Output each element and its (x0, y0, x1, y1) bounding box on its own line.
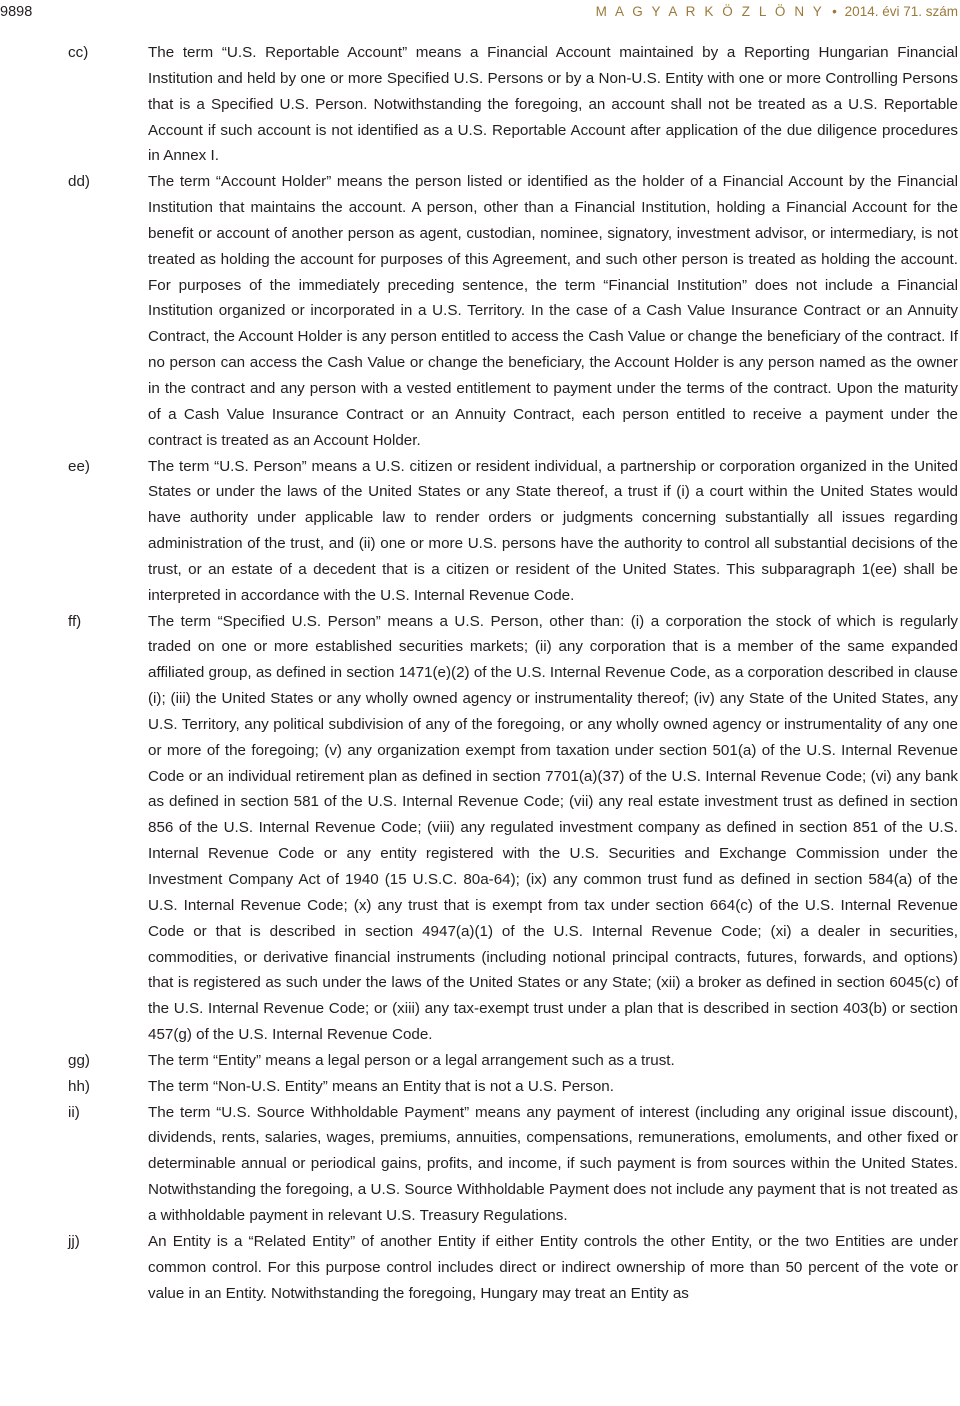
item-label: ff) (68, 612, 82, 630)
item-text: The term “U.S. Reportable Account” means a Financial Account maintained by a Reporting Hungarian Financial Institution and held by one or more Specified U.S. Persons or by a Non-U.S. Entity with one or more Controlling Persons that is a Specified U.S. Person. Notwithstanding the foregoing, an account shall not be treated as a U.S. Reportable Account if such account is not identified as a U.S. Reportable Account after application of the due diligence procedures in Annex I. (148, 44, 958, 165)
document-body (0, 40, 960, 1306)
item-text: The term “U.S. Source Withholdable Payment” means any payment of interest (including any original issue discount), dividends, rents, salaries, wages, premiums, annuities, compensations, remunerations, emoluments, and other fixed or determinable annual or periodical gains, profits, and income, if such payment is from sources within the United States. Notwithstanding the foregoing, a U.S. Source Withholdable Payment does not include any payment that is not treated as a withholdable payment in relevant U.S. Treasury Regulations. (148, 1103, 958, 1224)
separator-bullet: • (832, 4, 837, 19)
item-text: The term “U.S. Person” means a U.S. citizen or resident individual, a partnership or corporation organized in the United States or under the laws of the United States or any State thereof, a trust if (i) a court within the United States would have authority under applicable law to render orders or judgments concerning substantially all issues regarding administration of the trust, and (ii) one or more U.S. persons have the authority to control all substantial decisions of the trust, or an estate of a decedent that is a citizen or resident of the United States. This subparagraph 1(ee) shall be interpreted in accordance with the U.S. Internal Revenue Code. (148, 457, 958, 604)
definition-item (0, 1229, 960, 1307)
issue-number: 2014. évi 71. szám (844, 4, 958, 19)
definition-item (0, 1074, 960, 1100)
item-label: hh) (68, 1077, 90, 1095)
page-header (0, 0, 960, 30)
item-label: dd) (68, 173, 90, 191)
item-label: ee) (68, 457, 90, 475)
page-number: 9898 (0, 4, 33, 20)
publication-title: M A G Y A R K Ö Z L Ö N Y (595, 4, 825, 19)
running-head (596, 4, 958, 19)
item-label: ii) (68, 1103, 80, 1121)
definition-item (0, 40, 960, 169)
item-label: jj) (68, 1232, 80, 1250)
definition-item (0, 454, 960, 609)
definition-item (0, 609, 960, 1048)
item-label: cc) (68, 44, 89, 61)
item-text: The term “Entity” means a legal person or a legal arrangement such as a trust. (148, 1051, 675, 1069)
definition-item (0, 1100, 960, 1229)
item-text: The term “Specified U.S. Person” means a U.S. Person, other than: (i) a corporation the stock of which is regularly traded on one or more established securities markets; (ii) any corporation that is a member of the same expanded affiliated group, as defined in section 1471(e)(2) of the U.S. Internal Revenue Code, as a corporation described in clause (i); (iii) the United States or any wholly owned agency or instrumentality thereof; (iv) any State of the United States, any U.S. Territory, any political subdivision of any of the foregoing, or any wholly owned agency or instrumentality of any one or more of the foregoing; (v) any organization exempt from taxation under section 501(a) of the U.S. Internal Revenue Code or an individual retirement plan as defined in section 7701(a)(37) of the U.S. Internal Revenue Code; (vi) any bank as defined in section 581 of the U.S. Internal Revenue Code; (vii) any real estate investment trust as defined in section 856 of the U.S. Internal Revenue Code; (viii) any regulated investment company as defined in section 851 of the U.S. Internal Revenue Code or any entity registered with the U.S. Securities and Exchange Commission under the Investment Company Act of 1940 (15 U.S.C. 80a-64); (ix) any common trust fund as defined in section 584(a) of the U.S. Internal Revenue Code; (x) any trust that is exempt from tax under section 664(c) of the U.S. Internal Revenue Code or that is described in section 4947(a)(1) of the U.S. Internal Revenue Code; (xi) a dealer in securities, commodities, or derivative financial instruments (including notional principal contracts, futures, forwards, and options) that is registered as such under the laws of the United States or any State; (xii) a broker as defined in section 6045(c) of the U.S. Internal Revenue Code; or (xiii) any tax-exempt trust under a plan that is described in section 403(b) or section 457(g) of the U.S. Internal Revenue Code. (148, 612, 958, 1044)
item-text: The term “Account Holder” means the person listed or identified as the holder of a Financial Account by the Financial Institution that maintains the account. A person, other than a Financial Institution, holding a Financial Account for the benefit or account of another person as agent, custodian, nominee, signatory, investment advisor, or intermediary, is not treated as holding the account for purposes of this Agreement, and such other person is treated as holding the account. For purposes of the immediately preceding sentence, the term “Financial Institution” does not include a Financial Institution organized or incorporated in a U.S. Territory. In the case of a Cash Value Insurance Contract or an Annuity Contract, the Account Holder is any person entitled to access the Cash Value or change the beneficiary of the contract. If no person can access the Cash Value or change the beneficiary, the Account Holder is any person named as the owner in the contract and any person with a vested entitlement to payment under the terms of the contract. Upon the maturity of a Cash Value Insurance Contract or an Annuity Contract, each person entitled to receive a payment under the contract is treated as an Account Holder. (148, 173, 958, 449)
item-label: gg) (68, 1051, 90, 1069)
definition-item (0, 169, 960, 453)
definition-item (0, 1048, 960, 1074)
item-text: The term “Non-U.S. Entity” means an Entity that is not a U.S. Person. (148, 1077, 614, 1095)
item-text: An Entity is a “Related Entity” of another Entity if either Entity controls the other Entity, or the two Entities are under common control. For this purpose control includes direct or indirect ownership of more than 50 percent of the vote or value in an Entity. Notwithstanding the foregoing, Hungary may treat an Entity as (148, 1232, 958, 1302)
